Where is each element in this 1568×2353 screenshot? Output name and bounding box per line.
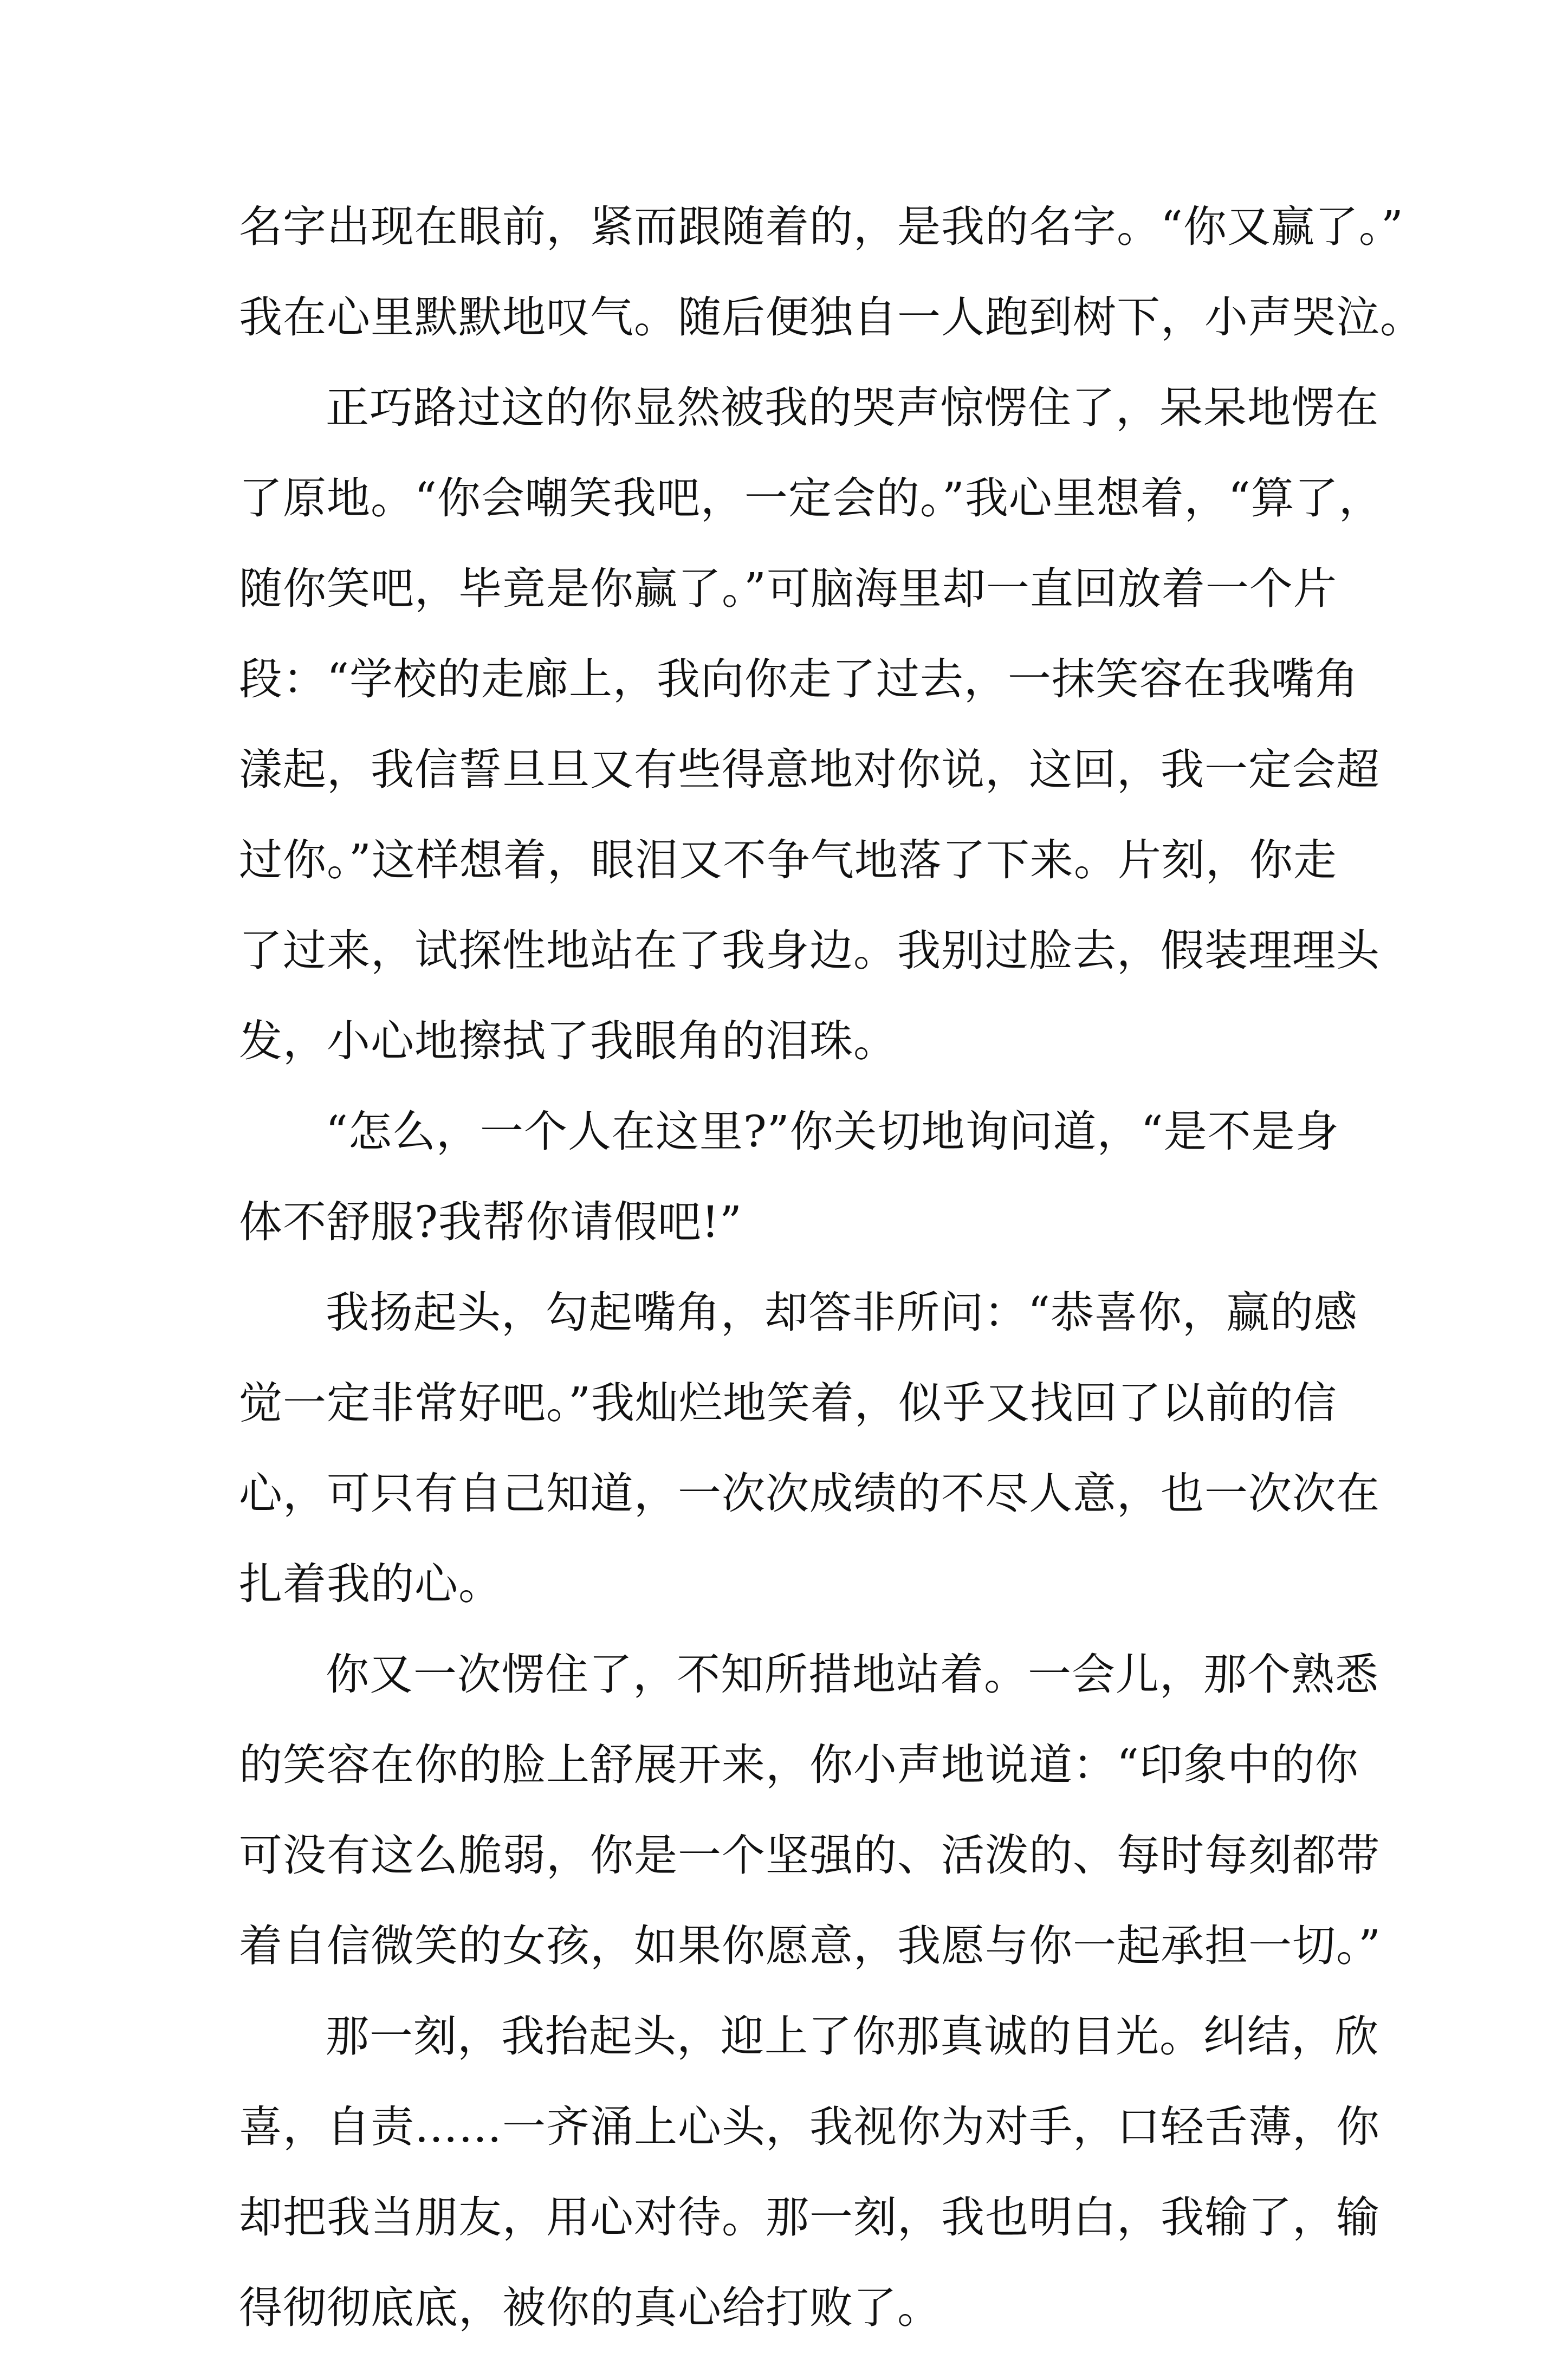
text-line: 你又一次愣住了，不知所措地站着。一会儿，那个熟悉 [326, 1649, 1379, 1700]
text-line: 了过来，试探性地站在了我身边。我别过脸去，假装理理头 [239, 925, 1380, 976]
text-line: 过你。”这样想着，眼泪又不争气地落了下来。片刻，你走 [239, 835, 1337, 885]
paragraph [239, 1991, 1380, 2353]
text-line: 却把我当朋友，用心对待。那一刻，我也明白，我输了，输 [239, 2192, 1380, 2242]
text-line: 名字出现在眼前，紧而跟随着的，是我的名字。“你又赢了。” [239, 202, 1404, 252]
paragraph [239, 1629, 1381, 1991]
text-line: 心，可只有自己知道，一次次成绩的不尽人意，也一次次在 [239, 1468, 1380, 1519]
text-line: 随你笑吧，毕竟是你赢了。”可脑海里却一直回放着一个片 [239, 563, 1337, 614]
text-line: 的笑容在你的脸上舒展开来，你小声地说道：“印象中的你 [239, 1740, 1359, 1790]
paragraph [239, 182, 1424, 362]
text-line: 着自信微笑的女孩，如果你愿意，我愿与你一起承担一切。” [239, 1921, 1381, 1971]
paragraph [239, 1267, 1380, 1629]
text-line: 我在心里默默地叹气。随后便独自一人跑到树下，小声哭泣。 [239, 292, 1424, 342]
text-line: 那一刻，我抬起头，迎上了你那真诚的目光。纠结，欣 [326, 2011, 1379, 2062]
text-line: 漾起，我信誓旦旦又有些得意地对你说，这回，我一定会超 [239, 744, 1380, 795]
text-line: 发，小心地擦拭了我眼角的泪珠。 [239, 1016, 897, 1066]
text-line: 得彻彻底底，被你的真心给打败了。 [239, 2283, 941, 2333]
text-line: “怎么，一个人在这里?”你关切地询问道，“是不是身 [326, 1106, 1339, 1157]
paragraph [239, 362, 1383, 1086]
text-line: 正巧路过这的你显然被我的哭声惊愣住了，呆呆地愣在 [326, 383, 1379, 433]
text-line: 体不舒服?我帮你请假吧!” [239, 1197, 742, 1247]
text-line: 段：“学校的走廊上，我向你走了过去，一抹笑容在我嘴角 [239, 654, 1359, 704]
text-line: 喜，自责……一齐涌上心头，我视你为对手，口轻舌薄，你 [239, 2102, 1380, 2152]
text-line: 我扬起头，勾起嘴角，却答非所问：“恭喜你，赢的感 [326, 1287, 1358, 1338]
text-line: 了原地。“你会嘲笑我吧，一定会的。”我心里想着，“算了， [239, 473, 1383, 523]
text-line: 扎着我的心。 [239, 1559, 502, 1609]
paragraph [239, 1086, 1344, 1267]
text-line: 觉一定非常好吧。”我灿烂地笑着，似乎又找回了以前的信 [239, 1378, 1337, 1428]
body-text [239, 182, 1424, 2353]
text-line: 可没有这么脆弱，你是一个坚强的、活泼的、每时每刻都带 [239, 1830, 1380, 1881]
